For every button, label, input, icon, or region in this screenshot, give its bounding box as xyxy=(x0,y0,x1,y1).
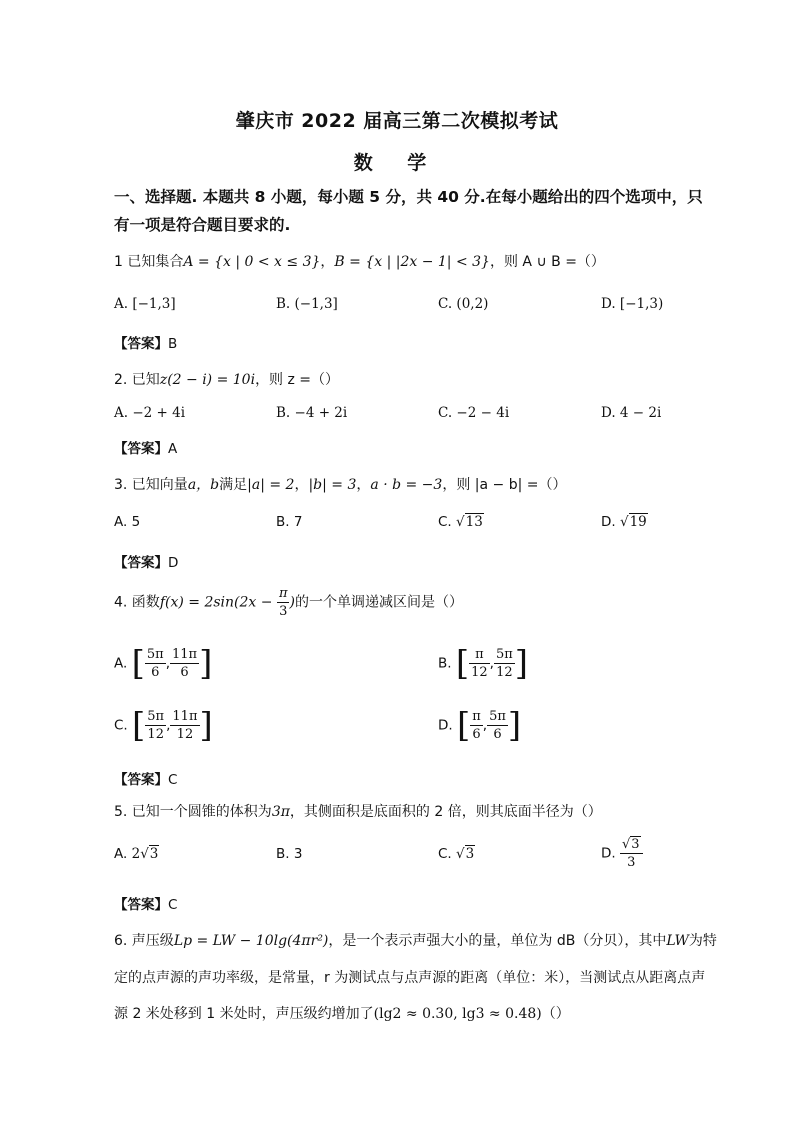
q6-formula: Lp = LW − 10lg(4πr²) xyxy=(173,933,329,949)
question-6-line-3 xyxy=(114,1003,570,1023)
q4-option-d: D. [ $\frac{\pi}{6}$ , $\frac{5\pi}{6}$ ] xyxy=(438,705,522,746)
answer-tag: 【答案】 xyxy=(114,555,168,571)
question-3: 3. 已知向量a，b满足|a| = 2，|b| = 3，a · b = −3，则 |a − b| =（） xyxy=(114,477,567,493)
q3-option-b: B. 7 xyxy=(276,514,303,530)
q3-ask: ，则 |a − b| =（） xyxy=(442,477,567,493)
q3-cond-2: |b| = 3 xyxy=(308,477,357,493)
q5-option-a-label: A. xyxy=(114,846,128,862)
q4-b-den-1: 12 xyxy=(471,665,488,680)
q4-a-num-1: 5π xyxy=(146,647,164,662)
q4-option-c-label: C. xyxy=(114,717,128,734)
answer-tag: 【答案】 xyxy=(114,336,168,352)
q5-option-a-coef: 2 xyxy=(131,846,141,862)
answer-tag: 【答案】 xyxy=(114,772,168,788)
q4-option-b-label: B. xyxy=(438,655,452,672)
q4-d-den-1: 6 xyxy=(472,727,481,742)
answer-tag: 【答案】 xyxy=(114,897,168,913)
q5-answer xyxy=(114,893,177,913)
q3-answer xyxy=(114,551,178,571)
q4-option-d-label: D. xyxy=(438,717,453,734)
q3-vectors: a，b xyxy=(187,477,220,493)
q4-pi-over-3 xyxy=(277,585,290,620)
q3-option-c-sqrt: √13 xyxy=(456,514,483,530)
q1-option-a: A. [−1,3] xyxy=(114,296,176,312)
q4-option-b: B. [ $\frac{\pi}{12}$ , $\frac{5\pi}{12}$ ] xyxy=(438,643,529,684)
q5-option-c-sqrt: √3 xyxy=(456,846,475,862)
q5-answer-value: C xyxy=(168,897,178,913)
q1-option-c: C. (0,2) xyxy=(438,296,489,312)
q2-prefix: 2. 已知 xyxy=(114,372,160,388)
q2-answer-value: A xyxy=(168,441,178,457)
q1-prefix: 1 已知集合 xyxy=(114,254,184,270)
q6-prefix: 6. 声压级 xyxy=(114,933,174,949)
q1-option-d: D. [−1,3) xyxy=(601,296,664,312)
q2-option-d: D. 4 − 2i xyxy=(601,405,662,421)
q5-volume: 3π xyxy=(271,804,290,820)
question-6-line-1 xyxy=(114,930,717,950)
q4-a-num-2: 11π xyxy=(171,647,198,662)
q4-suffix: 的一个单调递减区间是（） xyxy=(294,594,463,611)
question-1 xyxy=(114,251,605,271)
q5-option-d xyxy=(601,836,643,871)
q3-option-d-radicand: 19 xyxy=(629,514,647,530)
q5-option-a xyxy=(114,846,159,862)
q1-answer xyxy=(114,332,177,352)
q4-prefix: 4. 函数 xyxy=(114,594,160,611)
q4-c-num-1: 5π xyxy=(147,709,165,724)
q4-b-den-2: 12 xyxy=(496,665,513,680)
q3-option-c-label: C. xyxy=(438,514,452,530)
q5-suffix: ，其侧面积是底面积的 2 倍，则其底面半径为（） xyxy=(289,804,602,820)
question-6-line-2: 定的点声源的声功率级，是常量，r 为测试点与点声源的距离（单位：米），当测试点从距离点声 xyxy=(114,970,706,986)
q4-answer-value: C xyxy=(168,772,178,788)
q3-cond-3: a · b = −3 xyxy=(370,477,443,493)
q5-option-a-radicand: 3 xyxy=(149,846,159,862)
q1-suffix: ，则 A ∪ B =（） xyxy=(489,254,605,270)
q5-option-c-radicand: 3 xyxy=(465,846,475,862)
q3-option-d-label: D. xyxy=(601,514,616,530)
q5-option-a-sqrt: √3 xyxy=(140,846,159,862)
q2-option-a: A. −2 + 4i xyxy=(114,405,186,421)
q3-option-a: A. 5 xyxy=(114,514,141,530)
q6-lw: LW xyxy=(666,933,689,949)
q5-option-c-label: C. xyxy=(438,846,452,862)
q4-c-den-1: 12 xyxy=(147,727,164,742)
section-heading: 一、选择题. 本题共 8 小题，每小题 5 分，共 40 分.在每小题给出的四个选项中，只有一项是符合题目要求的. xyxy=(114,188,703,234)
exam-title: 肇庆市 2022 届高三第二次模拟考试 xyxy=(235,110,559,132)
q2-suffix: ，则 z =（） xyxy=(255,372,340,388)
q5-option-d-label: D. xyxy=(601,845,616,862)
q4-c-den-2: 12 xyxy=(176,727,194,742)
q4-d-num-2: 5π xyxy=(489,709,506,724)
q5-option-d-num: √3 xyxy=(620,836,643,854)
q4-option-a-label: A. xyxy=(114,655,128,672)
q4-option-a: A. [ $\frac{5\pi}{6}$ , $\frac{11\pi}{6}$ ] xyxy=(114,643,213,684)
q3-mid: 满足 xyxy=(219,477,248,493)
q6-line-3-text: 源 2 米处移到 1 米处时，声压级约增加了 xyxy=(114,1006,374,1022)
q3-option-c xyxy=(438,514,484,530)
q3-cond-1: |a| = 2 xyxy=(247,477,295,493)
q3-answer-value: D xyxy=(168,555,179,571)
q6-log-values: (lg2 ≈ 0.30, lg3 ≈ 0.48) xyxy=(373,1006,542,1022)
q4-c-num-2: 11π xyxy=(172,709,198,724)
q4-d-den-2: 6 xyxy=(493,727,502,742)
q4-function: f(x) = 2sin(2x − xyxy=(159,594,277,611)
exam-subject: 数 学 xyxy=(353,152,441,174)
q4-three: 3 xyxy=(279,604,288,619)
q4-close: ) xyxy=(289,594,295,611)
q4-b-num-1: π xyxy=(469,646,490,664)
q5-prefix: 5. 已知一个圆锥的体积为 xyxy=(114,804,272,820)
q1-set-b: B = {x | |2x − 1| < 3} xyxy=(334,254,490,270)
answer-tag: 【答案】 xyxy=(114,441,168,457)
q4-option-c: C. [ $\frac{5\pi}{12}$ , $\frac{11\pi}{12}$ ] xyxy=(114,705,213,746)
q3-option-d xyxy=(601,514,648,530)
q1-option-b: B. (−1,3] xyxy=(276,296,338,312)
question-5 xyxy=(114,801,602,821)
q4-answer xyxy=(114,768,177,788)
q1-sep: ， xyxy=(320,254,335,270)
q5-option-c xyxy=(438,846,475,862)
q2-option-c: C. −2 − 4i xyxy=(438,405,510,421)
q2-answer xyxy=(114,437,177,457)
q6-line-1-end: 为特 xyxy=(688,933,717,949)
q6-line-1-text: ，是一个表示声强大小的量，单位为 dB（分贝），其中 xyxy=(328,933,667,949)
q3-option-d-sqrt: √19 xyxy=(619,514,647,530)
q5-option-d-den: 3 xyxy=(627,855,636,870)
q2-expr: z(2 − i) = 10i xyxy=(159,372,256,388)
question-2 xyxy=(114,369,339,389)
q1-answer-value: B xyxy=(168,336,178,352)
q5-option-b: B. 3 xyxy=(276,846,303,862)
q3-prefix: 3. 已知向量 xyxy=(114,477,188,493)
q4-a-den-1: 6 xyxy=(151,665,160,680)
q3-option-c-radicand: 13 xyxy=(465,514,483,530)
q4-a-den-2: 6 xyxy=(180,665,189,680)
q1-set-a: A = {x | 0 < x ≤ 3} xyxy=(183,254,321,270)
question-4 xyxy=(114,585,463,620)
q4-b-num-2: 5π xyxy=(495,647,513,662)
q2-option-b: B. −4 + 2i xyxy=(276,405,348,421)
q4-d-num-1: π xyxy=(472,709,481,724)
q6-line-3-end: （） xyxy=(541,1006,570,1022)
q4-pi: π xyxy=(278,586,288,601)
